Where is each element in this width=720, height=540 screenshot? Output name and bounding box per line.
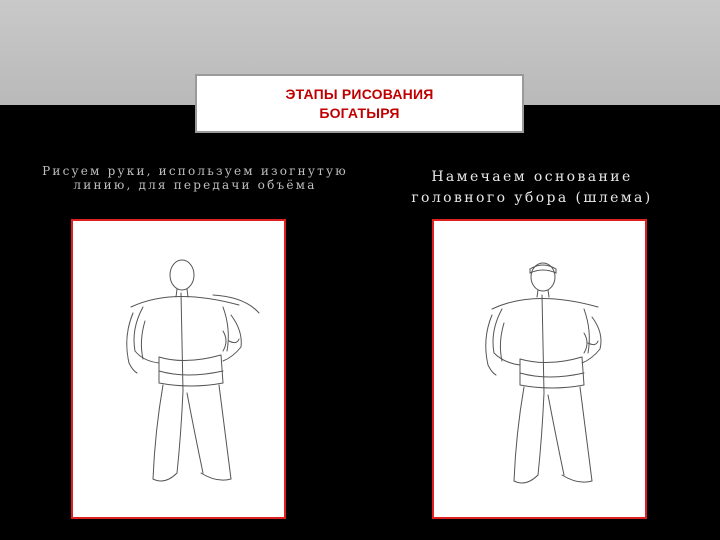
figure-sketch-helmet [434, 221, 645, 517]
right-caption: Намечаем основание головного убора (шлема) [411, 169, 653, 206]
left-sketch-image [71, 219, 286, 519]
slide-title-line-1: ЭТАПЫ РИСОВАНИЯ [285, 85, 434, 102]
left-caption: Рисуем руки, используем изогнутую линию, для передачи объёма [42, 164, 348, 192]
right-sketch-image [432, 219, 647, 519]
slide-title-line-2: БОГАТЫРЯ [319, 104, 400, 121]
slide-title-box [195, 74, 524, 133]
figure-sketch-arms [73, 221, 284, 517]
